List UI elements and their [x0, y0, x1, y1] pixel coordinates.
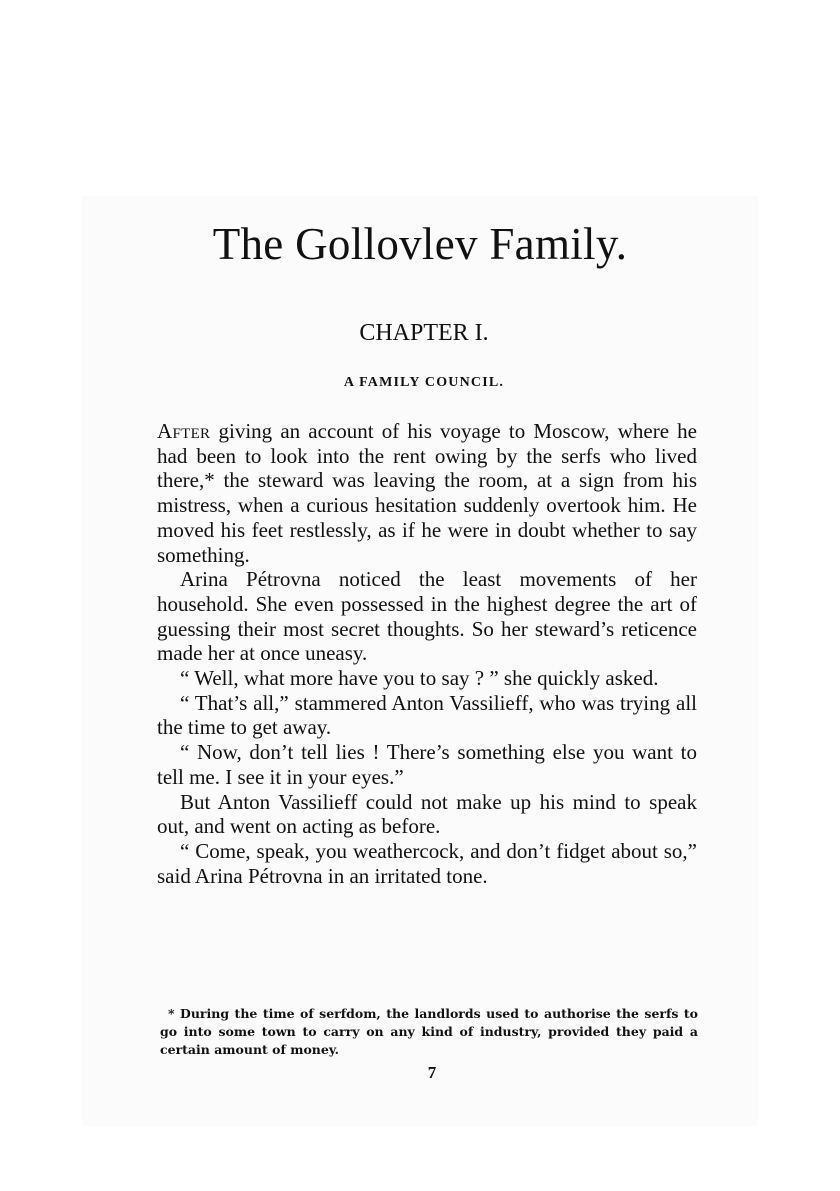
paragraph: “ Well, what more have you to say ? ” she quickly asked. — [180, 666, 659, 691]
paragraph: But Anton Vassilieff could not make up his mind to speak out, and went on acting as before. — [157, 789, 697, 839]
chapter-body — [157, 419, 697, 888]
chapter-heading: CHAPTER I. — [359, 320, 489, 346]
paragraph: Arina Pétrovna noticed the least movements of her household. She even possessed in the highest degree the art of guessing their most secret thoughts. So her steward’s reticence made her at once uneasy. — [157, 567, 697, 666]
paragraph-text: giving an account of his voyage to Moscow, where he had been to look into the rent owing by the serfs who lived there,* the steward was leaving the room, at a sign from his mistress, when a curious hesitation suddenly overtook him. He moved his feet restlessly, as if he were in doubt whether to say something. — [157, 419, 697, 567]
drop-word: After — [157, 419, 211, 443]
page-number: 7 — [427, 1063, 437, 1082]
footnote: * During the time of serfdom, the landlords used to authorise the serfs to go into some town to carry on any kind of industry, provided they paid a certain amount of money. — [160, 1006, 698, 1057]
paragraph: “ Come, speak, you weathercock, and don’t fidget about so,” said Arina Pétrovna in an irritated tone. — [157, 838, 697, 888]
paragraph — [157, 419, 697, 567]
chapter-subtitle: A FAMILY COUNCIL. — [343, 375, 505, 390]
book-title: The Gollovlev Family. — [212, 219, 628, 269]
paragraph: “ That’s all,” stammered Anton Vassilieff, who was trying all the time to get away. — [157, 690, 697, 740]
paragraph: “ Now, don’t tell lies ! There’s something else you want to tell me. I see it in your eyes.” — [157, 740, 697, 789]
